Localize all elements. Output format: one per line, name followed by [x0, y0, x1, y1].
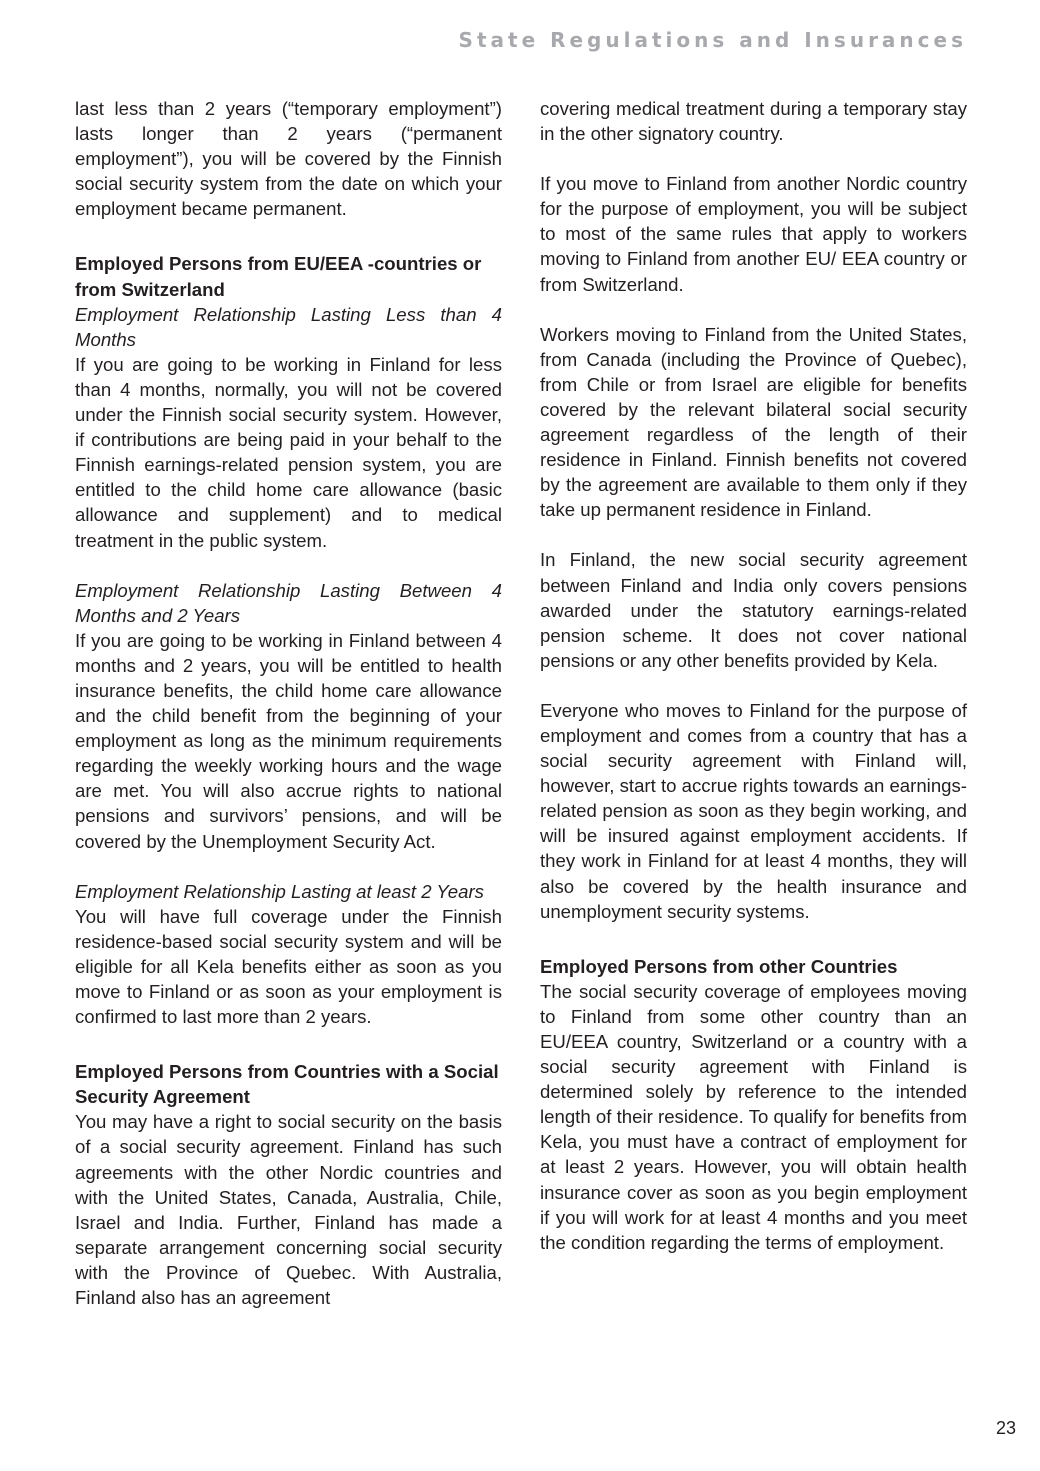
paragraph: If you are going to be working in Finland for less than 4 months, normally, you will not be covered under the Finnish social security system. However, if contributions are being paid in your behalf to the Finnish earnings-related pension system, you are entitled to the child home care allowance (basic allowance and supplement) and to medical treatment in the public system.: [75, 353, 502, 551]
paragraph: last less than 2 years (“temporary employment”) lasts longer than 2 years (“permanent employment”), you will be covered by the Finnish social security system from the date on which your employment became permanent.: [75, 98, 502, 220]
paragraph: The social security coverage of employees moving to Finland from some other country than an EU/EEA country, Switzerland or a country with a social security agreement with Finland is determined solely by reference to the intended length of their residence. To qualify for benefits from Kela, you must have a contract of employment for at least 2 years. However, you will obtain health insurance cover as soon as you begin employment if you will work for at least 4 months and you meet the condition regarding the terms of employment.: [540, 980, 967, 1253]
left-column: [75, 96, 502, 1310]
subheading-at-least-2-years: Employment Relationship Lasting at least 2 Years: [75, 880, 484, 902]
right-column: [540, 96, 967, 1255]
paragraph: If you are going to be working in Finland between 4 months and 2 years, you will be entitled to health insurance benefits, the child home care allowance and the child benefit from the beginning of your employment as long as the minimum requirements regarding the weekly working hours and the wage are met. You will also accrue rights to national pensions and survivors’ pensions, and will be covered by the Unemployment Security Act.: [75, 629, 502, 852]
paragraph: Workers moving to Finland from the United States, from Canada (including the Province of Quebec), from Chile or from Israel are eligible for benefits covered by the relevant bilateral social security agreement regardless of the length of their residence in Finland. Finnish benefits not covered by the agreement are available to them only if they take up permanent residence in Finland.: [540, 323, 967, 521]
paragraph: You will have full coverage under the Finnish residence-based social security system and will be eligible for all Kela benefits either as soon as you move to Finland or as soon as your employment is confirmed to last more than 2 years.: [75, 905, 502, 1028]
paragraph: You may have a right to social security on the basis of a social security agreement. Finland has such agreements with the other Nordic countries and with the United States, Canada, Australia, Chile, Israel and India. Further, Finland has made a separate arrangement concerning social security with the Province of Quebec. With Australia, Finland also has an agreement: [75, 1111, 502, 1309]
subheading-less-than-4-months: Employment Relationship Lasting Less than 4 Months: [75, 303, 502, 350]
section-heading-agreement-countries: Employed Persons from Countries with a Social Security Agreement: [75, 1061, 499, 1108]
section-heading-eu-eea: Employed Persons from EU/EEA -countries or from Switzerland: [75, 253, 482, 300]
subheading-4-months-to-2-years: Employment Relationship Lasting Between 4 Months and 2 Years: [75, 579, 502, 626]
section-heading-other-countries: Employed Persons from other Countries: [540, 955, 898, 977]
paragraph: covering medical treatment during a temporary stay in the other signatory country.: [540, 98, 967, 145]
page-number: 23: [995, 1418, 1016, 1438]
paragraph: If you move to Finland from another Nordic country for the purpose of employment, you will be subject to most of the same rules that apply to workers moving to Finland from another EU/ EEA country or from Switzerland.: [540, 173, 967, 295]
paragraph: In Finland, the new social security agreement between Finland and India only covers pensions awarded under the statutory earnings-related pension scheme. It does not cover national pensions or any other benefits provided by Kela.: [540, 549, 967, 671]
running-header: State Regulations and Insurances: [458, 28, 967, 52]
paragraph: Everyone who moves to Finland for the purpose of employment and comes from a country that has a social security agreement with Finland will, however, start to accrue rights towards an earnings-related pension as soon as they begin working, and will be insured against employment accidents. If they work in Finland for at least 4 months, they will also be covered by the health insurance and unemployment security systems.: [540, 699, 967, 922]
